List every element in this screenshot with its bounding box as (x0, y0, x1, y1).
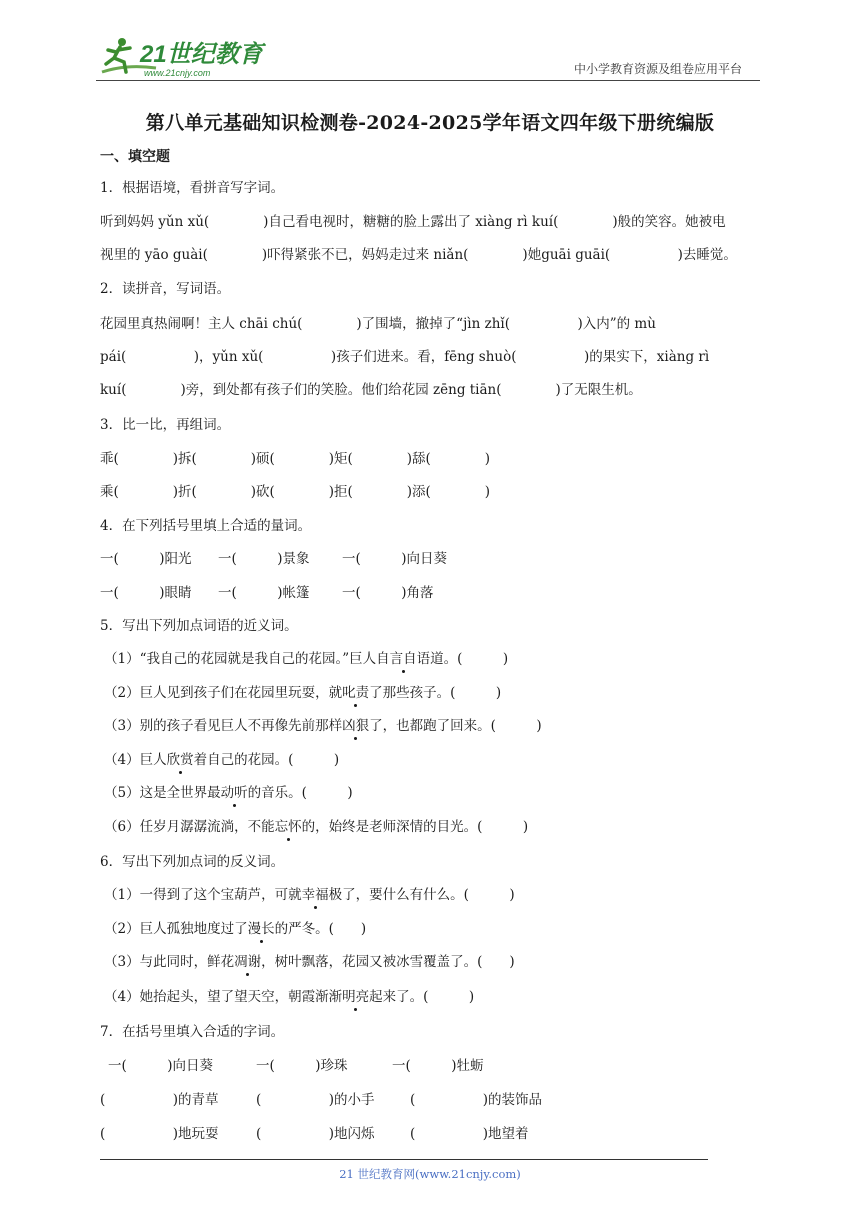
dotted-word: 明亮 (342, 985, 369, 1005)
word-pair-cell: 折( ) (178, 484, 257, 500)
antonym-item: （3）与此同时，鲜花凋谢，树叶飘落，花园又被冰雪覆盖了。( ) (104, 950, 515, 970)
question-2-prompt: 2．读拼音，写词语。 (100, 281, 231, 297)
question-2-line: 花园里真热闹啊！主人 chāi chú( )了围墙，撤掉了“jìn zhǐ( )入内”的 mù (100, 316, 656, 332)
antonym-item: （1）一得到了这个宝葫芦，可就幸福极了，要什么有什么。( ) (104, 883, 515, 903)
fill-cell: ( )的装饰品 (410, 1092, 543, 1108)
synonym-item: （4）巨人欣赏着自己的花园。( ) (104, 748, 339, 768)
footer-link[interactable]: 21 世纪教育网(www.21cnjy.com) (339, 1167, 521, 1181)
synonym-item: （1）“我自己的花园就是我自己的花园。”巨人自言自语道。( ) (104, 647, 508, 667)
word-pair-cell: 添( ) (412, 484, 491, 500)
measure-word-cell: 一( )阳光 (100, 551, 192, 567)
word-pair-cell: 硕( ) (256, 451, 335, 467)
fill-cell: 一( )牡蛎 (392, 1058, 484, 1074)
question-3-prompt: 3．比一比，再组词。 (100, 417, 231, 433)
word-pair-cell: 拒( ) (334, 484, 413, 500)
question-1-line: 视里的 yāo guài( )吓得紧张不已，妈妈走过来 niǎn( )她guāi guāi( )去睡觉。 (100, 247, 737, 263)
word-pair-cell: 乘( ) (100, 484, 179, 500)
question-2-line: pái( )，yǔn xǔ( )孩子们进来。看，fēng shuò( )的果实下，xiàng rì (100, 349, 710, 365)
measure-word-cell: 一( )眼睛 (100, 585, 192, 601)
word-pair-cell: 矩( ) (334, 451, 413, 467)
antonym-item: （4）她抬起头，望了望天空，朝霞渐渐明亮起来了。( ) (104, 985, 474, 1005)
word-pair-cell: 拆( ) (178, 451, 257, 467)
fill-cell: ( )的青草 (100, 1092, 219, 1108)
synonym-item: （2）巨人见到孩子们在花园里玩耍，就叱责了那些孩子。( ) (104, 681, 501, 701)
question-5-prompt: 5．写出下列加点词语的近义词。 (100, 618, 298, 634)
question-2-line: kuí( )旁，到处都有孩子们的笑脸。他们给花园 zēng tiān( )了无限生机。 (100, 382, 642, 398)
fill-cell: ( )地闪烁 (256, 1126, 375, 1142)
fill-cell: ( )地望着 (410, 1126, 529, 1142)
question-1-line: 听到妈妈 yǔn xǔ( )自己看电视时，糖糖的脸上露出了 xiàng rì kuí( )般的笑容。她被电 (100, 214, 726, 230)
dotted-word: 幸福 (302, 883, 329, 903)
antonym-item: （2）巨人孤独地度过了漫长的严冬。( ) (104, 917, 366, 937)
fill-cell: 一( )珍珠 (256, 1058, 348, 1074)
dotted-word: 凋谢 (234, 950, 261, 970)
fill-cell: ( )地玩耍 (100, 1126, 219, 1142)
word-pair-cell: 乖( ) (100, 451, 179, 467)
word-pair-cell: 砍( ) (256, 484, 335, 500)
footer-divider (100, 1159, 708, 1160)
question-4-prompt: 4．在下列括号里填上合适的量词。 (100, 518, 312, 534)
dotted-word: 动听 (221, 781, 248, 801)
measure-word-cell: 一( )景象 (218, 551, 310, 567)
dotted-word: 叱责 (342, 681, 369, 701)
synonym-item: （6）任岁月潺潺流淌，不能忘怀的，始终是老师深情的目光。( ) (104, 815, 528, 835)
page-title: 第八单元基础知识检测卷-2024-2025学年语文四年级下册统编版 (145, 112, 715, 134)
dotted-word: 欣赏 (167, 748, 194, 768)
runner-logo-icon (96, 34, 266, 80)
fill-cell: 一( )向日葵 (108, 1058, 214, 1074)
measure-word-cell: 一( )帐篷 (218, 585, 310, 601)
measure-word-cell: 一( )向日葵 (342, 551, 448, 567)
fill-cell: ( )的小手 (256, 1092, 375, 1108)
svg-text:21世纪教育: 21世纪教育 (140, 41, 263, 68)
platform-name: 中小学教育资源及组卷应用平台 (574, 62, 743, 76)
dotted-word: 自言自语 (376, 647, 430, 667)
dotted-word: 漫长 (248, 917, 275, 937)
synonym-item: （5）这是全世界最动听的音乐。( ) (104, 781, 353, 801)
word-pair-cell: 舔( ) (412, 451, 491, 467)
question-6-prompt: 6．写出下列加点词的反义词。 (100, 854, 285, 870)
dotted-word: 忘怀 (275, 815, 302, 835)
section-heading: 一、填空题 (100, 149, 170, 165)
svg-text:www.21cnjy.com: www.21cnjy.com (144, 68, 211, 78)
measure-word-cell: 一( )角落 (342, 585, 434, 601)
dotted-word: 凶狠 (342, 714, 369, 734)
synonym-item: （3）别的孩子看见巨人不再像先前那样凶狠了，也都跑了回来。( ) (104, 714, 542, 734)
question-1-prompt: 1．根据语境，看拼音写字词。 (100, 180, 285, 196)
brand-logo (96, 34, 266, 80)
question-7-prompt: 7．在括号里填入合适的字词。 (100, 1024, 285, 1040)
header-divider (96, 80, 760, 81)
